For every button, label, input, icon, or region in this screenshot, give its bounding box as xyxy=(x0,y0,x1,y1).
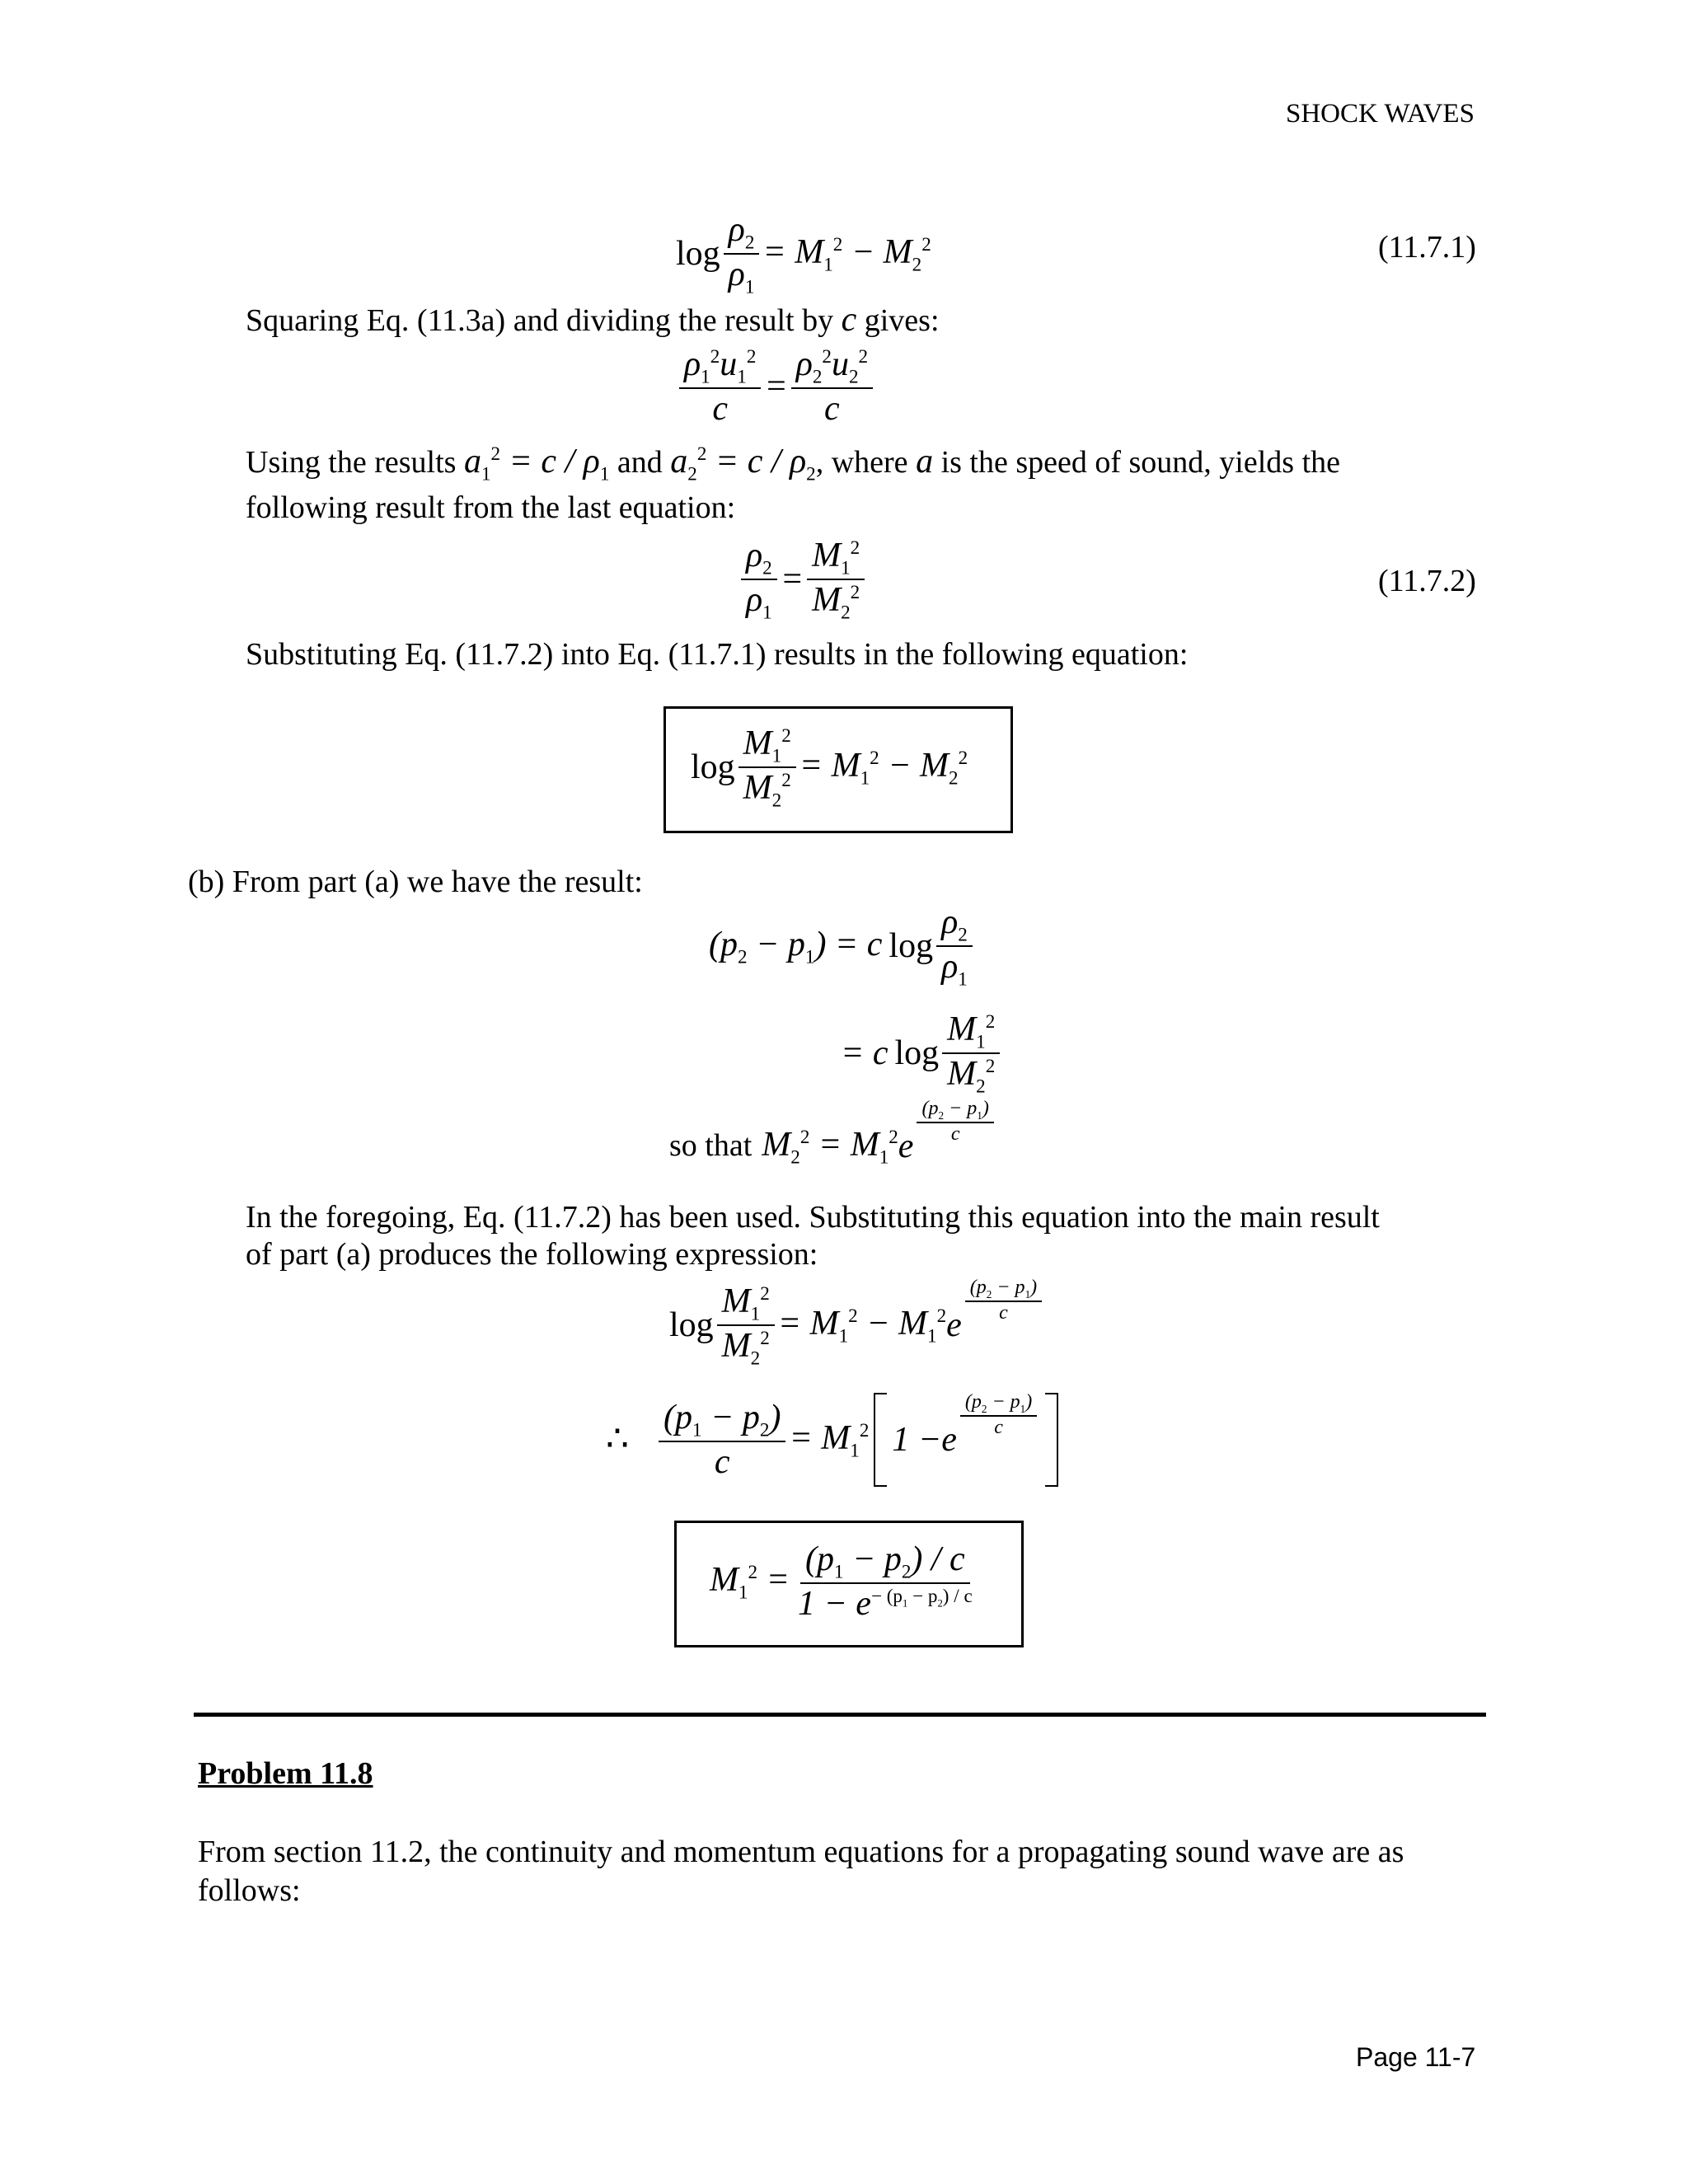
rho-ratio: $\frac{\rho_2}{\rho_1}$ xyxy=(724,210,760,298)
equation-pressure-mach: = c log $\frac{M_1^2}{M_2^2}$ xyxy=(841,1010,1003,1097)
boxed-result-b: $M_1^2$ = $\frac{(p_1 - p_2) / c}{1 - e^{- (p_1 - p_2) / c}}$ xyxy=(674,1521,1024,1647)
equation-11-7-2: $\frac{\rho_2}{\rho_1}$ = $\frac{M_1^2}{M_2^2}$ xyxy=(738,536,868,623)
paragraph-text: of part (a) produces the following expression: xyxy=(246,1237,818,1272)
paragraph-text: Squaring Eq. (11.3a) and dividing the result by c gives: xyxy=(246,301,940,339)
equation-therefore: $\frac{(p_1 - p_2)}{c}$ = $M_1^2$ 1 − e $\frac{(p_2 - p_1)}{c}$ xyxy=(655,1393,1063,1487)
therefore-symbol: ∴ xyxy=(606,1418,629,1459)
paragraph-text: Substituting Eq. (11.7.2) into Eq. (11.7.1) results in the following equation: xyxy=(246,637,1189,672)
equation-combined: log $\frac{M_1^2}{M_2^2}$ = $M_1^2 - M_1^2$ e $\frac{(p_2 - p_1)}{c}$ xyxy=(669,1282,1045,1369)
running-header: SHOCK WAVES xyxy=(1286,99,1475,129)
problem-intro: follows: xyxy=(198,1873,301,1908)
equation-pressure-difference: $(p_2 - p_1) = c$ log $\frac{\rho_2}{\rho_1}$ xyxy=(709,902,976,990)
problem-intro: From section 11.2, the continuity and momentum equations for a propagating sound wave are as xyxy=(198,1835,1404,1869)
paragraph-text: Using the results $a_1^2 = c / \rho_1$ and $a_2^2 = c / \rho_2$, where a is the speed of sound, yields the xyxy=(246,443,1340,485)
equation-number: (11.7.2) xyxy=(1378,564,1476,598)
part-b-heading: (b) From part (a) we have the result: xyxy=(188,865,643,899)
log-label: log xyxy=(676,234,720,273)
equation-number: (11.7.1) xyxy=(1378,230,1476,265)
equation-so-that: so that $M_2^2 = M_1^2$ e $\frac{(p_2 - p_1)}{c}$ xyxy=(669,1125,997,1168)
equation-squared-momentum: $\frac{\rho_1^2u_1^2}{c}$ = $\frac{\rho_2^2u_2^2}{c}$ xyxy=(676,344,876,429)
equation-11-7-1: log $\frac{\rho_2}{\rho_1}$ = $M_1^2 - M_2^2$ xyxy=(676,211,931,298)
paragraph-text: In the foregoing, Eq. (11.7.2) has been used. Substituting this equation into the main result xyxy=(246,1200,1380,1235)
section-divider xyxy=(194,1713,1486,1717)
page-number: Page 11-7 xyxy=(1356,2042,1476,2072)
paragraph-text: following result from the last equation: xyxy=(246,490,736,525)
problem-title: Problem 11.8 xyxy=(198,1756,373,1791)
boxed-result-a: log $\frac{M_1^2}{M_2^2}$ = $M_1^2 - M_2^2$ xyxy=(663,706,1013,833)
